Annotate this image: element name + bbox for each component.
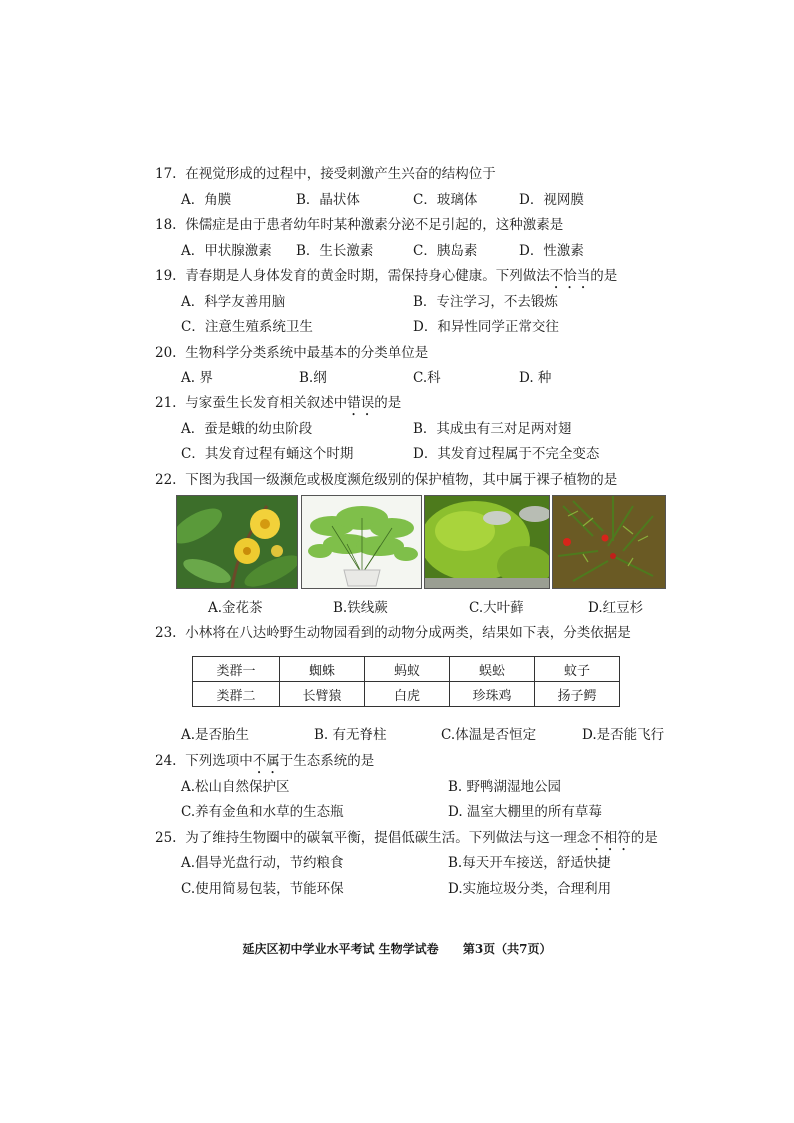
question-stem: 下列选项中: [185, 753, 253, 769]
table-cell: 类群一: [193, 657, 280, 682]
question-stem: 小林将在八达岭野生动物园看到的动物分成两类，结果如下表，分类依据是: [185, 625, 631, 641]
emphasized-text: 不恰当: [549, 268, 591, 284]
option-b: B．其成虫有三对足两对翅: [413, 421, 572, 437]
page-footer: [0, 940, 794, 957]
emphasized-text: 错误: [347, 395, 375, 411]
question-number: 18.: [155, 217, 177, 233]
question-stem: 与家蚕生长发育相关叙述中: [185, 395, 348, 411]
question-stem-end: 的是: [374, 395, 402, 411]
table-cell: 类群二: [193, 682, 280, 707]
option-b: B．晶状体: [296, 192, 360, 208]
option-a: A.倡导光盘行动，节约粮食: [181, 855, 344, 871]
option-a: A．甲状腺激素: [181, 243, 272, 259]
yew-photo: [552, 495, 666, 589]
question-number: 17.: [155, 166, 177, 182]
option-c: C．胰岛素: [413, 243, 478, 259]
classification-table: [192, 656, 620, 707]
caption-a: A.金花茶: [208, 600, 263, 616]
question-number: 20.: [155, 345, 177, 361]
option-a: A．蚕是蛾的幼虫阶段: [181, 421, 313, 437]
question-23: [155, 621, 631, 641]
option-b: B.每天开车接送，舒适快捷: [448, 855, 611, 871]
option-c: C．注意生殖系统卫生: [181, 319, 313, 335]
question-number: 24.: [155, 753, 177, 769]
question-24: [155, 749, 374, 777]
option-c: C.体温是否恒定: [441, 727, 537, 743]
emphasized-text: 不属: [252, 753, 280, 769]
table-cell: 白虎: [365, 682, 450, 707]
option-d: D．和异性同学正常交往: [413, 319, 559, 335]
question-stem: 青春期是人身体发育的黄金时期，需保持身心健康。下列做法: [185, 268, 550, 284]
question-stem: 下图为我国一级濒危或极度濒危级别的保护植物，其中属于裸子植物的是: [185, 472, 618, 488]
option-a: A. 界: [181, 370, 213, 386]
option-c: C．玻璃体: [413, 192, 478, 208]
exam-title: 延庆区初中学业水平考试 生物学试卷: [242, 942, 439, 956]
question-19: [155, 264, 617, 292]
caption-c: C.大叶藓: [469, 600, 524, 616]
question-stem-end: 的是: [630, 830, 658, 846]
table-cell: 蚂蚁: [365, 657, 450, 682]
question-stem: 侏儒症是由于患者幼年时某种激素分泌不足引起的，这种激素是: [185, 217, 564, 233]
option-c: C.养有金鱼和水草的生态瓶: [181, 804, 344, 820]
option-d: D．性激素: [519, 243, 584, 259]
caption-d: D.红豆杉: [588, 600, 644, 616]
question-20: [155, 341, 428, 361]
question-number: 21.: [155, 395, 177, 411]
question-25: [155, 826, 658, 854]
option-b: B．专注学习，不去锻炼: [413, 294, 558, 310]
question-18: [155, 213, 563, 233]
option-d: D.是否能飞行: [582, 727, 665, 743]
question-stem: 生物科学分类系统中最基本的分类单位是: [185, 345, 429, 361]
option-a: A．角膜: [181, 192, 232, 208]
question-number: 25.: [155, 830, 177, 846]
emphasized-text: 不相符: [590, 830, 631, 846]
table-cell: 扬子鳄: [535, 682, 620, 707]
option-b: B．生长激素: [296, 243, 374, 259]
question-21: [155, 391, 401, 419]
question-number: 23.: [155, 625, 177, 641]
table-cell: 珍珠鸡: [450, 682, 535, 707]
question-17: [155, 162, 496, 182]
option-b: B. 野鸭湖湿地公园: [448, 779, 562, 795]
table-row: [193, 657, 620, 682]
table-cell: 蜘蛛: [280, 657, 365, 682]
option-d: D. 温室大棚里的所有草莓: [448, 804, 602, 820]
option-a: A.松山自然保护区: [181, 779, 290, 795]
option-c: C.使用简易包装，节能环保: [181, 881, 344, 897]
option-d: D．其发育过程属于不完全变态: [413, 446, 600, 462]
option-d: D. 种: [519, 370, 552, 386]
option-a: A．科学友善用脑: [181, 294, 286, 310]
question-stem-end: 的是: [590, 268, 618, 284]
fern-photo: [301, 495, 422, 589]
option-d: D．视网膜: [519, 192, 584, 208]
moss-photo: [424, 495, 550, 589]
page-number: 第3页（共7页）: [462, 942, 552, 956]
table-cell: 蚊子: [535, 657, 620, 682]
option-b: B. 有无脊柱: [314, 727, 387, 743]
table-cell: 蜈蚣: [450, 657, 535, 682]
caption-b: B.铁线蕨: [333, 600, 388, 616]
camellia-photo: [176, 495, 298, 589]
question-number: 22.: [155, 472, 177, 488]
table-row: [193, 682, 620, 707]
option-c: C．其发育过程有蛹这个时期: [181, 446, 354, 462]
question-stem-end: 于生态系统的是: [279, 753, 375, 769]
question-stem: 在视觉形成的过程中，接受刺激产生兴奋的结构位于: [185, 166, 496, 182]
question-number: 19.: [155, 268, 177, 284]
option-d: D.实施垃圾分类，合理利用: [448, 881, 612, 897]
question-stem: 为了维持生物圈中的碳氧平衡，提倡低碳生活。下列做法与这一理念: [185, 830, 591, 846]
option-a: A.是否胎生: [181, 727, 250, 743]
option-c: C.科: [413, 370, 441, 386]
table-cell: 长臂猿: [280, 682, 365, 707]
option-b: B.纲: [299, 370, 327, 386]
question-22: [155, 468, 617, 488]
